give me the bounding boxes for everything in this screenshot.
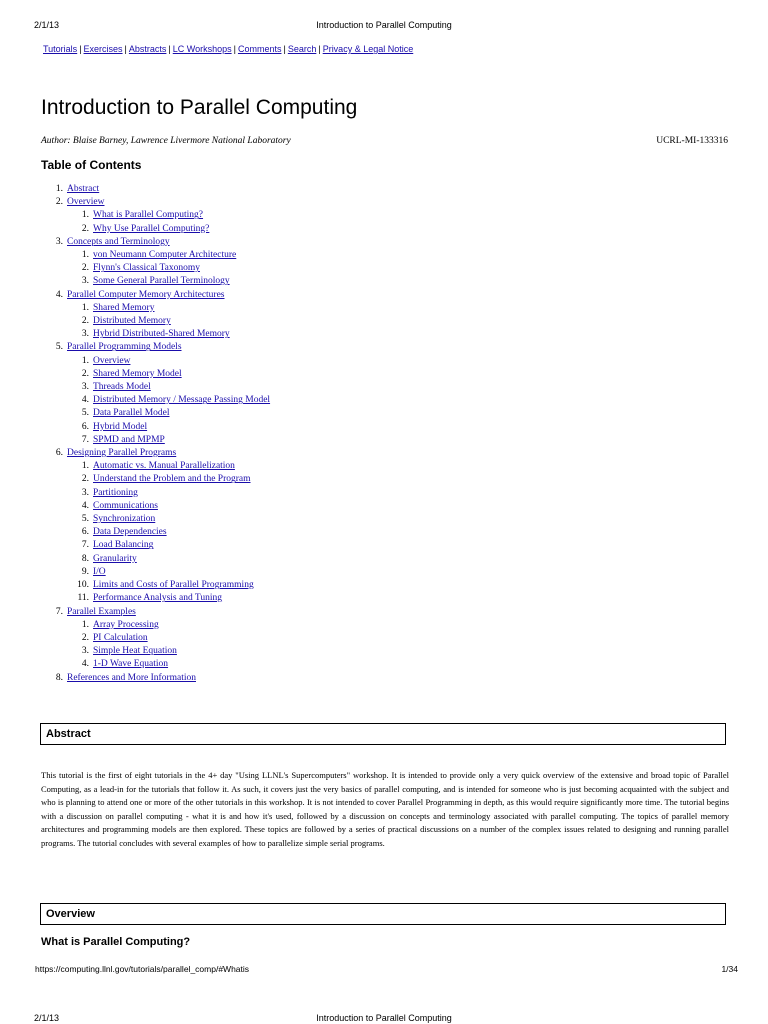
toc-sublink[interactable]: Partitioning [93,487,138,498]
toc-subitem [41,249,270,262]
toc-subitem [41,632,270,645]
toc-subitem-number: 1. [81,302,89,313]
toc-sublink[interactable]: Understand the Problem and the Program [93,474,251,485]
toc-subitem-number: 10. [77,580,89,591]
toc-subitem-number: 3. [81,382,89,393]
toc-item-number: 3. [55,236,63,247]
toc-subitem-number: 7. [81,434,89,445]
toc-item [41,606,270,619]
page-title: Introduction to Parallel Computing [41,96,358,119]
next-page-header-title: Introduction to Parallel Computing [316,1013,452,1023]
toc-subitem [41,513,270,526]
toc-sublink[interactable]: Shared Memory [93,302,155,313]
toc-sublink[interactable]: Performance Analysis and Tuning [93,593,223,604]
toc-item-number: 8. [55,672,63,683]
toc-subitem-number: 3. [81,646,89,657]
toc-subitem [41,473,270,486]
toc-subitem [41,579,270,592]
toc-subitem-number: 2. [81,368,89,379]
toc-subitem [41,315,270,328]
top-nav-links [43,44,413,54]
toc-link[interactable]: Parallel Programming Models [67,342,182,353]
print-footer-page-number: 1/34 [721,964,738,974]
toc-sublink[interactable]: Synchronization [93,514,156,525]
toc-sublink[interactable]: Array Processing [93,619,159,630]
toc-sublink[interactable]: von Neumann Computer Architecture [93,250,237,261]
toc-subitem [41,619,270,632]
toc-subitem [41,487,270,500]
abstract-paragraph: This tutorial is the first of eight tutorials in the 4+ day "Using LLNL's Supercomputers" workshop. It is intended to provide only a very quick overview of the extensive and broad topic of Parallel Computing, as a lead-in for the tutorials that follow it. As such, it covers just the very basics of parallel computing, and is intended for someone who is just becoming acquainted with the subject and who is planning to attend one or more of the other tutorials in this workshop. It is not intended to cover Parallel Programming in depth, as this would require significantly more time. The tutorial begins with a discussion on parallel computing - what it is and how it's used, followed by a discussion on concepts and terminology associated with parallel computing. The topics of parallel memory architectures and programming models are then explored. These topics are followed by a series of practical discussions on a number of the complex issues related to designing and running parallel programs. The tutorial concludes with several examples of how to parallelize simple serial programs. [41,770,729,848]
toc-sublink[interactable]: Communications [93,500,158,511]
toc-sublink[interactable]: Automatic vs. Manual Parallelization [93,461,235,472]
toc-subitem-number: 3. [81,329,89,340]
toc-sublink[interactable]: Simple Heat Equation [93,646,177,657]
toc-link[interactable]: Designing Parallel Programs [67,448,177,459]
toc-subitem-number: 2. [81,263,89,274]
toc-subitem [41,275,270,288]
toc-link[interactable]: Parallel Computer Memory Architectures [67,289,225,300]
toc-sublink[interactable]: Distributed Memory / Message Passing Model [93,395,271,406]
table-of-contents [41,183,270,685]
toc-sublink[interactable]: SPMD and MPMP [93,434,165,445]
toc-link[interactable]: Parallel Examples [67,606,136,617]
toc-subitem [41,407,270,420]
nav-link[interactable]: Tutorials [43,44,78,54]
toc-subitem-number: 2. [81,632,89,643]
toc-subitem [41,421,270,434]
toc-subitem-number: 3. [81,487,89,498]
toc-subitem-number: 9. [81,566,89,577]
nav-separator: | [283,44,286,54]
toc-item [41,672,270,685]
toc-subitem [41,526,270,539]
nav-link[interactable]: Privacy & Legal Notice [322,44,414,54]
toc-sublink[interactable]: Data Parallel Model [93,408,170,419]
toc-subitem-number: 5. [81,408,89,419]
toc-item [41,289,270,302]
toc-sublink[interactable]: I/O [93,566,106,577]
abstract-heading-box [40,723,726,745]
toc-subitem [41,460,270,473]
toc-subitem-number: 7. [81,540,89,551]
toc-subitem-number: 1. [81,210,89,221]
toc-subitem [41,658,270,671]
toc-subitem [41,394,270,407]
toc-subitem-number: 4. [81,659,89,670]
nav-separator: | [79,44,82,54]
toc-sublink[interactable]: Flynn's Classical Taxonomy [93,263,200,274]
toc-link[interactable]: Abstract [67,184,100,194]
toc-subitem [41,566,270,579]
toc-item [41,447,270,460]
toc-subitem [41,592,270,605]
toc-item-number: 4. [55,289,63,300]
toc-sublink[interactable]: Granularity [93,553,137,564]
toc-sublink[interactable]: Some General Parallel Terminology [93,276,230,287]
toc-sublink[interactable]: Overview [93,355,131,366]
toc-subitem [41,539,270,552]
nav-link[interactable]: Search [287,44,317,54]
toc-subitem [41,645,270,658]
toc-item-number: 6. [55,448,63,459]
nav-link[interactable]: Exercises [83,44,123,54]
toc-subitem-number: 2. [81,316,89,327]
overview-heading: Overview [46,908,95,920]
nav-link[interactable]: LC Workshops [172,44,232,54]
toc-subitem [41,223,270,236]
toc-subitem [41,553,270,566]
toc-item-number: 1. [55,184,63,194]
toc-item-number: 5. [55,342,63,353]
toc-sublink[interactable]: PI Calculation [93,632,148,643]
toc-subitem-number: 8. [81,553,89,564]
toc-link[interactable]: Concepts and Terminology [67,236,170,247]
nav-link[interactable]: Comments [237,44,282,54]
toc-subitem [41,500,270,513]
toc-item [41,341,270,354]
toc-heading: Table of Contents [41,158,142,172]
print-header-date: 2/1/13 [34,20,60,30]
toc-subitem-number: 1. [81,355,89,366]
next-page-header-date: 2/1/13 [34,1013,60,1023]
toc-sublink[interactable]: Load Balancing [93,540,154,551]
toc-item [41,183,270,196]
nav-separator: | [233,44,236,54]
toc-subitem [41,209,270,222]
toc-subitem-number: 6. [81,527,89,538]
toc-subitem [41,355,270,368]
toc-sublink[interactable]: Hybrid Distributed-Shared Memory [93,329,230,340]
toc-item-number: 7. [55,606,63,617]
print-header-title: Introduction to Parallel Computing [316,20,452,30]
toc-subitem [41,328,270,341]
toc-subitem-number: 1. [81,250,89,261]
toc-subitem [41,302,270,315]
toc-sublink[interactable]: Hybrid Model [93,421,148,432]
toc-subitem-number: 1. [81,461,89,472]
toc-sublink[interactable]: Why Use Parallel Computing? [93,223,210,234]
author-line: Author: Blaise Barney, Lawrence Livermore National Laboratory [41,136,291,146]
toc-subitem-number: 6. [81,421,89,432]
toc-sublink[interactable]: Shared Memory Model [93,368,182,379]
toc-subitem-number: 3. [81,276,89,287]
nav-separator: | [124,44,127,54]
toc-sublink[interactable]: 1-D Wave Equation [93,659,169,670]
section-subheading: What is Parallel Computing? [41,936,191,948]
document-id: UCRL-MI-133316 [656,136,728,146]
toc-link[interactable]: References and More Information [67,672,196,683]
toc-subitem [41,368,270,381]
toc-subitem-number: 2. [81,223,89,234]
toc-subitem-number: 2. [81,474,89,485]
toc-item-number: 2. [55,197,63,208]
toc-item [41,196,270,209]
print-footer-url: https://computing.llnl.gov/tutorials/parallel_comp/#Whatis [35,964,250,974]
toc-link[interactable]: Overview [67,197,105,208]
toc-subitem [41,262,270,275]
toc-sublink[interactable]: Distributed Memory [93,316,171,327]
nav-separator: | [168,44,171,54]
toc-sublink[interactable]: Data Dependencies [93,527,167,538]
overview-heading-box [40,903,726,925]
toc-subitem-number: 5. [81,514,89,525]
abstract-heading: Abstract [46,728,91,740]
toc-subitem-number: 1. [81,619,89,630]
toc-subitem-number: 4. [81,395,89,406]
toc-sublink[interactable]: Limits and Costs of Parallel Programming [93,580,254,591]
toc-sublink[interactable]: What is Parallel Computing? [93,210,204,221]
toc-subitem [41,434,270,447]
toc-subitem-number: 11. [77,593,89,604]
nav-separator: | [318,44,321,54]
nav-link[interactable]: Abstracts [128,44,167,54]
toc-item [41,236,270,249]
toc-subitem-number: 4. [81,500,89,511]
toc-subitem [41,381,270,394]
toc-sublink[interactable]: Threads Model [93,382,151,393]
